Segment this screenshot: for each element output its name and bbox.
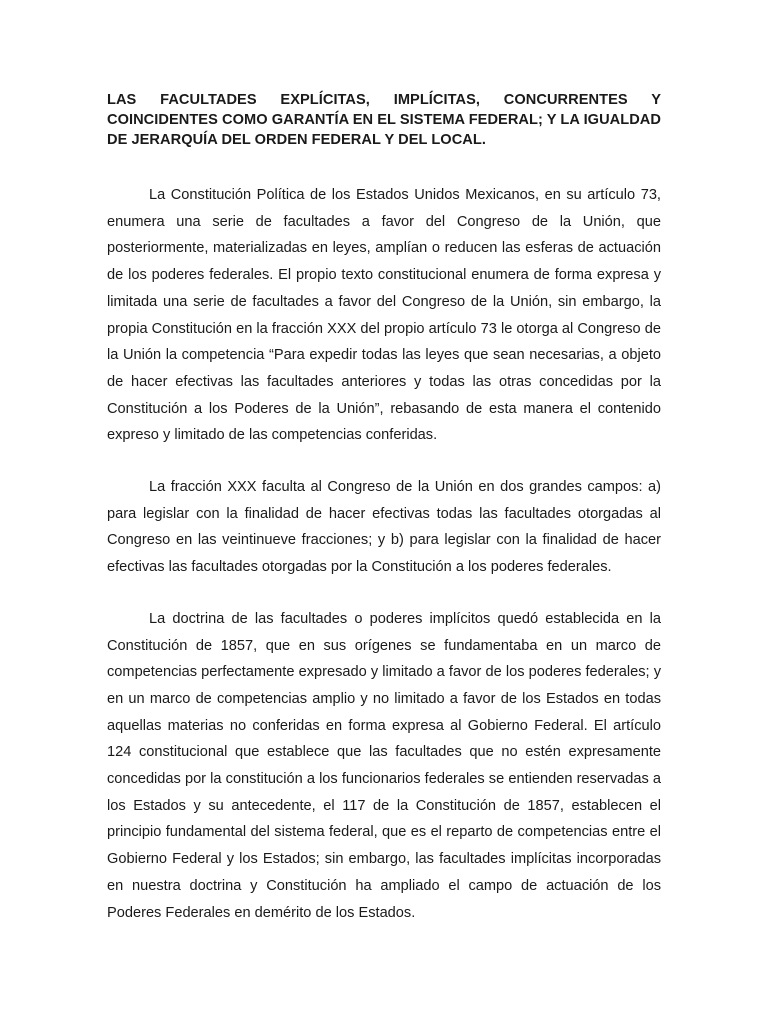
paragraph-1: La Constitución Política de los Estados Unidos Mexicanos, en su artículo 73, enumera una serie de facultades a favor del Congreso de la Unión, que posteriormente, materializadas en leyes, amplían o reducen las esferas de actuación de los poderes federales. El propio texto constitucional enumera de forma expresa y limitada una serie de facultades a favor del Congreso de la Unión, sin embargo, la propia Constitución en la fracción XXX del propio artículo 73 le otorga al Congreso de la Unión la competencia “Para expedir todas las leyes que sean necesarias, a objeto de hacer efectivas las facultades anteriores y todas las otras concedidas por la Constitución a los Poderes de la Unión”, rebasando de esta manera el contenido expreso y limitado de las competencias conferidas. — [107, 187, 661, 444]
document-title: LAS FACULTADES EXPLÍCITAS, IMPLÍCITAS, CONCURRENTES Y COINCIDENTES COMO GARANTÍA EN EL SISTEMA FEDERAL; Y LA IGUALDAD DE JERARQUÍA DEL ORDEN FEDERAL Y DEL LOCAL. — [107, 92, 661, 148]
paragraph-2: La fracción XXX faculta al Congreso de la Unión en dos grandes campos: a) para legislar con la finalidad de hacer efectivas todas las facultades otorgadas al Congreso en las veintinueve fracciones; y b) para legislar con la finalidad de hacer efectivas las facultades otorgadas por la Constitución a los poderes federales. — [107, 479, 661, 576]
document-body — [107, 90, 661, 951]
paragraph-3: La doctrina de las facultades o poderes implícitos quedó establecida en la Constitución de 1857, que en sus orígenes se fundamentaba en un marco de competencias perfectamente expresado y limitado a favor de los poderes federales; y en un marco de competencias amplio y no limitado a favor de los Estados en todas aquellas materias no conferidas en forma expresa al Gobierno Federal. El artículo 124 constitucional que establece que las facultades que no estén expresamente concedidas por la constitución a los funcionarios federales se entienden reservadas a los Estados y su antecedente, el 117 de la Constitución de 1857, establecen el principio fundamental del sistema federal, que es el reparto de competencias entre el Gobierno Federal y los Estados; sin embargo, las facultades implícitas incorporadas en nuestra doctrina y Constitución ha ampliado el campo de actuación de los Poderes Federales en demérito de los Estados. — [107, 610, 661, 921]
